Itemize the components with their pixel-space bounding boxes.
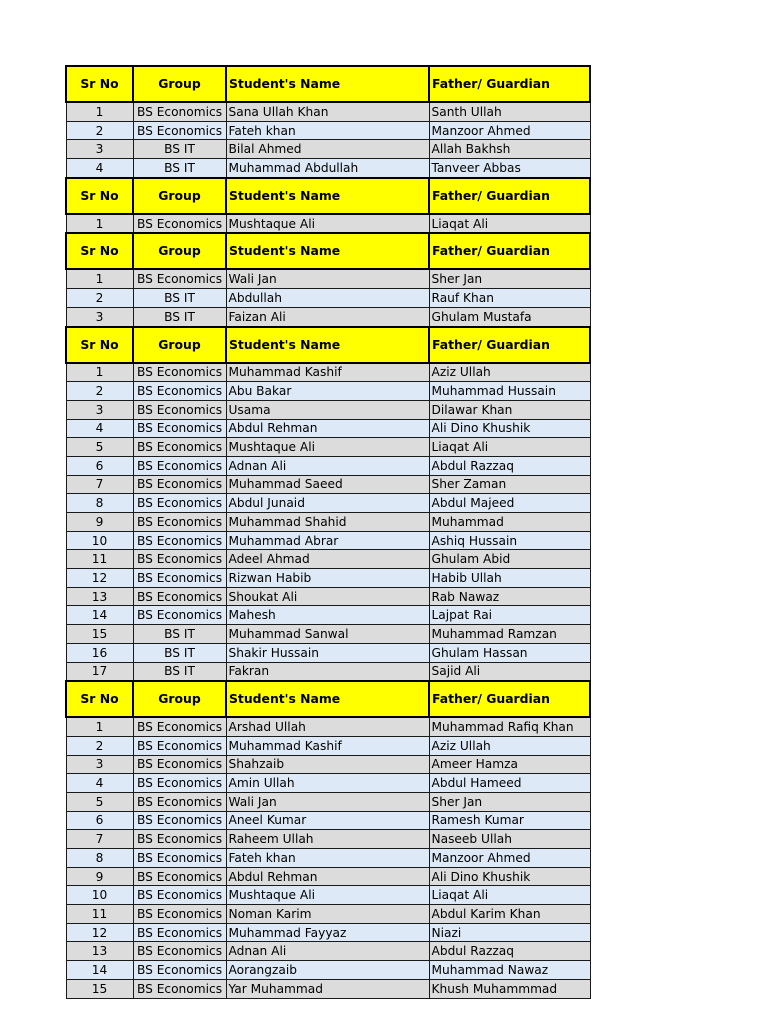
header-row: [66, 66, 590, 102]
cell-sr-no[interactable]: 9: [66, 867, 133, 886]
cell-group[interactable]: BS Economics: [133, 606, 226, 625]
table-row: [66, 494, 590, 513]
cell-father-guardian[interactable]: Ramesh Kumar: [429, 811, 590, 830]
cell-father-guardian[interactable]: Aziz Ullah: [429, 736, 590, 755]
cell-group[interactable]: BS Economics: [133, 717, 226, 736]
cell-student-name[interactable]: Muhammad Sanwal: [226, 625, 429, 644]
table-row: [66, 849, 590, 868]
cell-student-name[interactable]: Shoukat Ali: [226, 587, 429, 606]
table-row: [66, 905, 590, 924]
header-father-guardian[interactable]: Father/ Guardian: [429, 178, 590, 214]
cell-father-guardian[interactable]: Rab Nawaz: [429, 587, 590, 606]
table-row: [66, 942, 590, 961]
table-row: [66, 717, 590, 736]
table-row: [66, 456, 590, 475]
cell-sr-no[interactable]: 10: [66, 886, 133, 905]
cell-group[interactable]: BS Economics: [133, 755, 226, 774]
cell-group[interactable]: BS IT: [133, 625, 226, 644]
table-row: [66, 531, 590, 550]
header-group[interactable]: Group: [133, 327, 226, 363]
cell-sr-no[interactable]: 15: [66, 625, 133, 644]
cell-sr-no[interactable]: 7: [66, 475, 133, 494]
cell-sr-no[interactable]: 15: [66, 979, 133, 998]
cell-group[interactable]: BS Economics: [133, 382, 226, 401]
cell-sr-no[interactable]: 2: [66, 289, 133, 308]
cell-sr-no[interactable]: 9: [66, 513, 133, 532]
cell-group[interactable]: BS Economics: [133, 587, 226, 606]
cell-sr-no[interactable]: 1: [66, 269, 133, 288]
cell-group[interactable]: BS Economics: [133, 774, 226, 793]
cell-sr-no[interactable]: 7: [66, 830, 133, 849]
cell-sr-no[interactable]: 8: [66, 494, 133, 513]
cell-father-guardian[interactable]: Liaqat Ali: [429, 886, 590, 905]
header-student-name[interactable]: Student's Name: [226, 178, 429, 214]
cell-student-name[interactable]: Fateh khan: [226, 849, 429, 868]
cell-group[interactable]: BS Economics: [133, 475, 226, 494]
cell-father-guardian[interactable]: Ali Dino Khushik: [429, 419, 590, 438]
cell-student-name[interactable]: Abdul Rehman: [226, 867, 429, 886]
cell-sr-no[interactable]: 10: [66, 531, 133, 550]
cell-group[interactable]: BS Economics: [133, 550, 226, 569]
cell-group[interactable]: BS Economics: [133, 942, 226, 961]
cell-group[interactable]: BS Economics: [133, 849, 226, 868]
cell-student-name[interactable]: Adeel Ahmad: [226, 550, 429, 569]
cell-sr-no[interactable]: 11: [66, 905, 133, 924]
cell-sr-no[interactable]: 2: [66, 736, 133, 755]
cell-student-name[interactable]: Bilal Ahmed: [226, 140, 429, 159]
cell-student-name[interactable]: Abdul Rehman: [226, 419, 429, 438]
header-student-name[interactable]: Student's Name: [226, 66, 429, 102]
cell-group[interactable]: BS Economics: [133, 214, 226, 234]
table-row: [66, 159, 590, 178]
cell-father-guardian[interactable]: Muhammad Hussain: [429, 382, 590, 401]
cell-student-name[interactable]: Mahesh: [226, 606, 429, 625]
table-row: [66, 979, 590, 998]
cell-student-name[interactable]: Muhammad Fayyaz: [226, 923, 429, 942]
cell-group[interactable]: BS IT: [133, 307, 226, 326]
table-body: [66, 66, 590, 998]
table-row: [66, 625, 590, 644]
cell-student-name[interactable]: Noman Karim: [226, 905, 429, 924]
table-row: [66, 830, 590, 849]
cell-group[interactable]: BS Economics: [133, 736, 226, 755]
table-row: [66, 643, 590, 662]
cell-sr-no[interactable]: 5: [66, 438, 133, 457]
cell-father-guardian[interactable]: Ghulam Abid: [429, 550, 590, 569]
cell-father-guardian[interactable]: Liaqat Ali: [429, 438, 590, 457]
cell-father-guardian[interactable]: Habib Ullah: [429, 569, 590, 588]
cell-sr-no[interactable]: 12: [66, 569, 133, 588]
cell-father-guardian[interactable]: Sher Jan: [429, 792, 590, 811]
cell-student-name[interactable]: Muhammad Shahid: [226, 513, 429, 532]
table-row: [66, 475, 590, 494]
cell-student-name[interactable]: Sana Ullah Khan: [226, 102, 429, 121]
cell-sr-no[interactable]: 3: [66, 755, 133, 774]
table-row: [66, 438, 590, 457]
cell-student-name[interactable]: Abu Bakar: [226, 382, 429, 401]
cell-sr-no[interactable]: 4: [66, 159, 133, 178]
cell-student-name[interactable]: Adnan Ali: [226, 942, 429, 961]
cell-student-name[interactable]: Muhammad Saeed: [226, 475, 429, 494]
table-row: [66, 662, 590, 681]
cell-student-name[interactable]: Shahzaib: [226, 755, 429, 774]
cell-group[interactable]: BS Economics: [133, 419, 226, 438]
cell-group[interactable]: BS IT: [133, 159, 226, 178]
table-row: [66, 269, 590, 288]
cell-group[interactable]: BS IT: [133, 662, 226, 681]
cell-father-guardian[interactable]: Manzoor Ahmed: [429, 849, 590, 868]
cell-father-guardian[interactable]: Muhammad Ramzan: [429, 625, 590, 644]
cell-father-guardian[interactable]: Muhammad: [429, 513, 590, 532]
header-sr-no[interactable]: Sr No: [66, 178, 133, 214]
table-row: [66, 755, 590, 774]
table-row: [66, 121, 590, 140]
table-row: [66, 736, 590, 755]
cell-father-guardian[interactable]: Manzoor Ahmed: [429, 121, 590, 140]
cell-group[interactable]: BS Economics: [133, 961, 226, 980]
cell-student-name[interactable]: Fateh khan: [226, 121, 429, 140]
header-sr-no[interactable]: Sr No: [66, 66, 133, 102]
cell-father-guardian[interactable]: Sher Zaman: [429, 475, 590, 494]
cell-sr-no[interactable]: 5: [66, 792, 133, 811]
cell-group[interactable]: BS Economics: [133, 792, 226, 811]
cell-sr-no[interactable]: 2: [66, 121, 133, 140]
table-row: [66, 923, 590, 942]
cell-student-name[interactable]: Rizwan Habib: [226, 569, 429, 588]
cell-group[interactable]: BS IT: [133, 643, 226, 662]
cell-student-name[interactable]: Fakran: [226, 662, 429, 681]
cell-group[interactable]: BS Economics: [133, 979, 226, 998]
header-student-name[interactable]: Student's Name: [226, 681, 429, 717]
header-father-guardian[interactable]: Father/ Guardian: [429, 327, 590, 363]
cell-group[interactable]: BS IT: [133, 140, 226, 159]
cell-sr-no[interactable]: 1: [66, 102, 133, 121]
cell-sr-no[interactable]: 8: [66, 849, 133, 868]
cell-father-guardian[interactable]: Niazi: [429, 923, 590, 942]
cell-student-name[interactable]: Raheem Ullah: [226, 830, 429, 849]
table-row: [66, 792, 590, 811]
cell-group[interactable]: BS Economics: [133, 269, 226, 288]
cell-group[interactable]: BS IT: [133, 289, 226, 308]
cell-student-name[interactable]: Abdullah: [226, 289, 429, 308]
cell-group[interactable]: BS Economics: [133, 363, 226, 382]
cell-student-name[interactable]: Yar Muhammad: [226, 979, 429, 998]
cell-sr-no[interactable]: 13: [66, 587, 133, 606]
header-group[interactable]: Group: [133, 66, 226, 102]
cell-sr-no[interactable]: 13: [66, 942, 133, 961]
cell-group[interactable]: BS Economics: [133, 867, 226, 886]
header-father-guardian[interactable]: Father/ Guardian: [429, 681, 590, 717]
cell-father-guardian[interactable]: Abdul Razzaq: [429, 942, 590, 961]
cell-student-name[interactable]: Mushtaque Ali: [226, 214, 429, 234]
cell-group[interactable]: BS Economics: [133, 494, 226, 513]
cell-group[interactable]: BS Economics: [133, 830, 226, 849]
cell-sr-no[interactable]: 1: [66, 363, 133, 382]
cell-student-name[interactable]: Abdul Junaid: [226, 494, 429, 513]
cell-sr-no[interactable]: 16: [66, 643, 133, 662]
cell-student-name[interactable]: Usama: [226, 400, 429, 419]
cell-sr-no[interactable]: 17: [66, 662, 133, 681]
header-student-name[interactable]: Student's Name: [226, 327, 429, 363]
cell-group[interactable]: BS Economics: [133, 513, 226, 532]
table-row: [66, 587, 590, 606]
header-row: [66, 327, 590, 363]
cell-sr-no[interactable]: 2: [66, 382, 133, 401]
cell-group[interactable]: BS Economics: [133, 400, 226, 419]
cell-sr-no[interactable]: 6: [66, 811, 133, 830]
table-row: [66, 419, 590, 438]
table-row: [66, 550, 590, 569]
cell-sr-no[interactable]: 1: [66, 214, 133, 234]
cell-student-name[interactable]: Muhammad Kashif: [226, 736, 429, 755]
table-row: [66, 102, 590, 121]
cell-sr-no[interactable]: 12: [66, 923, 133, 942]
cell-father-guardian[interactable]: Khush Muhammmad: [429, 979, 590, 998]
cell-group[interactable]: BS Economics: [133, 456, 226, 475]
spreadsheet: [65, 65, 589, 999]
cell-father-guardian[interactable]: Sajid Ali: [429, 662, 590, 681]
cell-student-name[interactable]: Aneel Kumar: [226, 811, 429, 830]
cell-father-guardian[interactable]: Ali Dino Khushik: [429, 867, 590, 886]
cell-sr-no[interactable]: 4: [66, 419, 133, 438]
cell-group[interactable]: BS Economics: [133, 531, 226, 550]
cell-father-guardian[interactable]: Abdul Majeed: [429, 494, 590, 513]
cell-father-guardian[interactable]: Tanveer Abbas: [429, 159, 590, 178]
table-row: [66, 569, 590, 588]
table-row: [66, 606, 590, 625]
table-row: [66, 214, 590, 234]
cell-father-guardian[interactable]: Ameer Hamza: [429, 755, 590, 774]
cell-sr-no[interactable]: 14: [66, 606, 133, 625]
table-row: [66, 961, 590, 980]
cell-father-guardian[interactable]: Abdul Hameed: [429, 774, 590, 793]
cell-student-name[interactable]: Shakir Hussain: [226, 643, 429, 662]
header-student-name[interactable]: Student's Name: [226, 233, 429, 269]
cell-sr-no[interactable]: 11: [66, 550, 133, 569]
cell-sr-no[interactable]: 3: [66, 307, 133, 326]
header-sr-no[interactable]: Sr No: [66, 233, 133, 269]
cell-student-name[interactable]: Muhammad Abrar: [226, 531, 429, 550]
cell-student-name[interactable]: Faizan Ali: [226, 307, 429, 326]
cell-sr-no[interactable]: 14: [66, 961, 133, 980]
cell-father-guardian[interactable]: Ghulam Hassan: [429, 643, 590, 662]
table-row: [66, 886, 590, 905]
cell-father-guardian[interactable]: Ashiq Hussain: [429, 531, 590, 550]
cell-group[interactable]: BS Economics: [133, 102, 226, 121]
cell-student-name[interactable]: Amin Ullah: [226, 774, 429, 793]
header-father-guardian[interactable]: Father/ Guardian: [429, 66, 590, 102]
cell-father-guardian[interactable]: Naseeb Ullah: [429, 830, 590, 849]
cell-group[interactable]: BS Economics: [133, 886, 226, 905]
cell-group[interactable]: BS Economics: [133, 569, 226, 588]
cell-father-guardian[interactable]: Muhammad Nawaz: [429, 961, 590, 980]
cell-student-name[interactable]: Mushtaque Ali: [226, 886, 429, 905]
table-row: [66, 811, 590, 830]
table-row: [66, 513, 590, 532]
cell-group[interactable]: BS Economics: [133, 438, 226, 457]
cell-father-guardian[interactable]: Rauf Khan: [429, 289, 590, 308]
header-row: [66, 681, 590, 717]
header-group[interactable]: Group: [133, 681, 226, 717]
table-row: [66, 307, 590, 326]
cell-father-guardian[interactable]: Aziz Ullah: [429, 363, 590, 382]
cell-father-guardian[interactable]: Ghulam Mustafa: [429, 307, 590, 326]
cell-father-guardian[interactable]: Sher Jan: [429, 269, 590, 288]
cell-father-guardian[interactable]: Liaqat Ali: [429, 214, 590, 234]
cell-group[interactable]: BS Economics: [133, 121, 226, 140]
header-row: [66, 178, 590, 214]
header-group[interactable]: Group: [133, 178, 226, 214]
cell-father-guardian[interactable]: Santh Ullah: [429, 102, 590, 121]
cell-sr-no[interactable]: 3: [66, 140, 133, 159]
cell-student-name[interactable]: Mushtaque Ali: [226, 438, 429, 457]
cell-father-guardian[interactable]: Lajpat Rai: [429, 606, 590, 625]
header-father-guardian[interactable]: Father/ Guardian: [429, 233, 590, 269]
header-sr-no[interactable]: Sr No: [66, 327, 133, 363]
cell-sr-no[interactable]: 6: [66, 456, 133, 475]
cell-group[interactable]: BS Economics: [133, 905, 226, 924]
header-row: [66, 233, 590, 269]
table-row: [66, 867, 590, 886]
cell-student-name[interactable]: Adnan Ali: [226, 456, 429, 475]
cell-father-guardian[interactable]: Muhammad Rafiq Khan: [429, 717, 590, 736]
header-group[interactable]: Group: [133, 233, 226, 269]
cell-student-name[interactable]: Wali Jan: [226, 792, 429, 811]
table-row: [66, 289, 590, 308]
cell-father-guardian[interactable]: Dilawar Khan: [429, 400, 590, 419]
cell-student-name[interactable]: Arshad Ullah: [226, 717, 429, 736]
table-row: [66, 774, 590, 793]
cell-student-name[interactable]: Aorangzaib: [226, 961, 429, 980]
cell-student-name[interactable]: Muhammad Kashif: [226, 363, 429, 382]
cell-sr-no[interactable]: 1: [66, 717, 133, 736]
cell-sr-no[interactable]: 3: [66, 400, 133, 419]
cell-group[interactable]: BS Economics: [133, 811, 226, 830]
cell-father-guardian[interactable]: Allah Bakhsh: [429, 140, 590, 159]
table-row: [66, 363, 590, 382]
cell-group[interactable]: BS Economics: [133, 923, 226, 942]
table-row: [66, 400, 590, 419]
cell-father-guardian[interactable]: Abdul Razzaq: [429, 456, 590, 475]
student-table: [65, 65, 591, 999]
cell-student-name[interactable]: Wali Jan: [226, 269, 429, 288]
table-row: [66, 382, 590, 401]
table-row: [66, 140, 590, 159]
cell-father-guardian[interactable]: Abdul Karim Khan: [429, 905, 590, 924]
cell-sr-no[interactable]: 4: [66, 774, 133, 793]
header-sr-no[interactable]: Sr No: [66, 681, 133, 717]
cell-student-name[interactable]: Muhammad Abdullah: [226, 159, 429, 178]
